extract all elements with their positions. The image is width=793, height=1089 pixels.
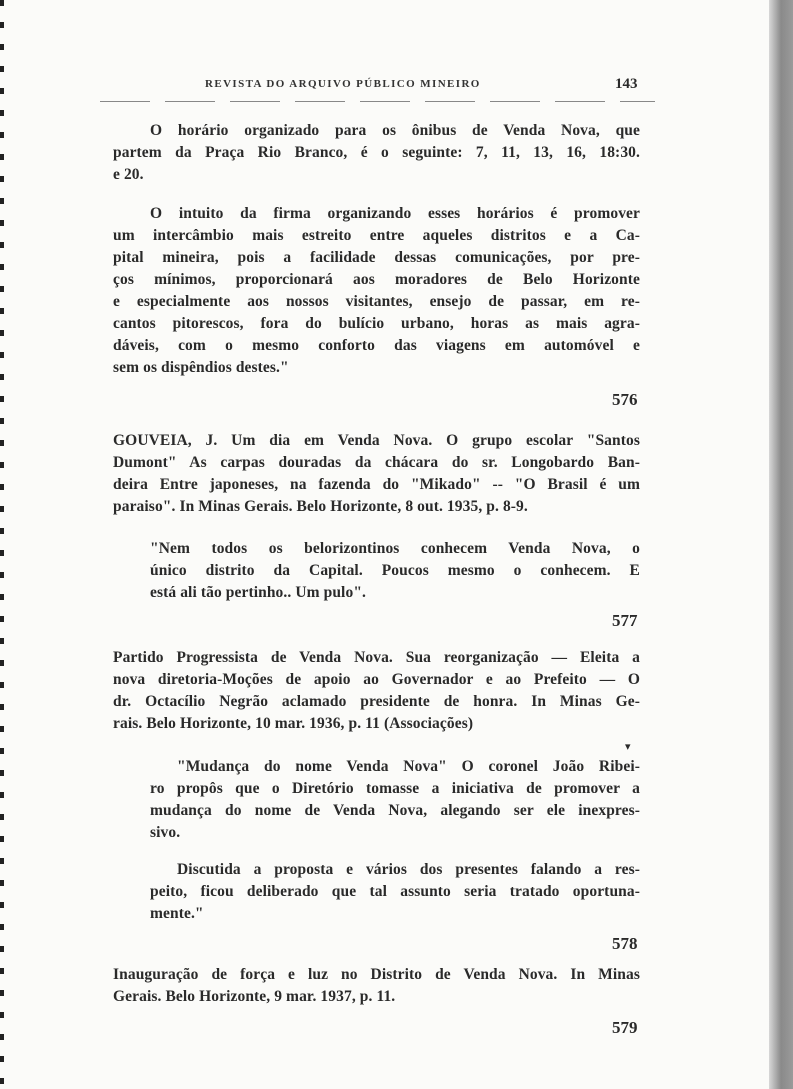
text-line: GOUVEIA, J. Um dia em Venda Nova. O grupo escolar "Santos <box>113 432 640 449</box>
scan-left-edge <box>0 0 4 1089</box>
entry-number: 578 <box>612 934 638 953</box>
text-line: Gerais. Belo Horizonte, 9 mar. 1937, p. 11. <box>113 988 396 1005</box>
text-line: único distrito da Capital. Poucos mesmo o conhecem. E <box>150 562 640 579</box>
text-line: deira Entre japoneses, na fazenda do "Mikado" -- "O Brasil é um <box>113 476 640 493</box>
text-line: e especialmente aos nossos visitantes, ensejo de passar, em re- <box>113 293 640 310</box>
text-line: pital mineira, pois a facilidade dessas comunicações, por pre- <box>113 249 640 266</box>
scan-right-edge <box>769 0 793 1089</box>
running-header: REVISTA DO ARQUIVO PÚBLICO MINEIRO <box>205 78 481 90</box>
text-line: um intercâmbio mais estreito entre aqueles distritos e a Ca- <box>113 227 640 244</box>
text-line: mente." <box>150 905 204 922</box>
scan-mark-icon: ▾ <box>625 741 631 753</box>
text-line: O intuito da firma organizando esses horários é promover <box>150 205 640 222</box>
text-line: e 20. <box>113 166 144 183</box>
text-line: sem os dispêndios destes." <box>113 359 289 376</box>
text-line: ro propôs que o Diretório tomasse a iniciativa de promover a <box>150 780 640 797</box>
text-line: dáveis, com o mesmo conforto das viagens em automóvel e <box>113 337 640 354</box>
header-rule <box>100 101 655 102</box>
text-line: está ali tão pertinho.. Um pulo". <box>150 584 366 601</box>
text-line: "Nem todos os belorizontinos conhecem Venda Nova, o <box>150 540 640 557</box>
page-number: 143 <box>615 76 638 92</box>
text-line: paraiso". In Minas Gerais. Belo Horizonte, 8 out. 1935, p. 8-9. <box>113 498 528 515</box>
text-line: peito, ficou deliberado que tal assunto seria tratado oportuna- <box>150 883 640 900</box>
entry-number: 576 <box>612 390 638 409</box>
text-line: nova diretoria-Moções de apoio ao Governador e ao Prefeito — O <box>113 671 640 688</box>
text-line: Dumont" As carpas douradas da chácara do sr. Longobardo Ban- <box>113 454 640 471</box>
text-line: "Mudança do nome Venda Nova" O coronel João Ribei- <box>177 758 640 775</box>
text-line: sivo. <box>150 824 181 841</box>
text-line: Inauguração de força e luz no Distrito de Venda Nova. In Minas <box>113 966 640 983</box>
entry-number: 577 <box>612 611 638 630</box>
text-line: partem da Praça Rio Branco, é o seguinte: 7, 11, 13, 16, 18:30. <box>113 144 640 161</box>
text-line: Partido Progressista de Venda Nova. Sua reorganização — Eleita a <box>113 649 640 666</box>
entry-number: 579 <box>612 1018 638 1037</box>
text-line: rais. Belo Horizonte, 10 mar. 1936, p. 11 (Associações) <box>113 715 474 732</box>
text-line: mudança do nome de Venda Nova, alegando ser ele inexpres- <box>150 802 640 819</box>
text-line: ços mínimos, proporcionará aos moradores de Belo Horizonte <box>113 271 640 288</box>
text-line: Discutida a proposta e vários dos presentes falando a res- <box>177 861 640 878</box>
text-line: O horário organizado para os ônibus de Venda Nova, que <box>150 122 640 139</box>
text-line: cantos pitorescos, fora do bulício urbano, horas as mais agra- <box>113 315 640 332</box>
text-line: dr. Octacílio Negrão aclamado presidente de honra. In Minas Ge- <box>113 693 640 710</box>
